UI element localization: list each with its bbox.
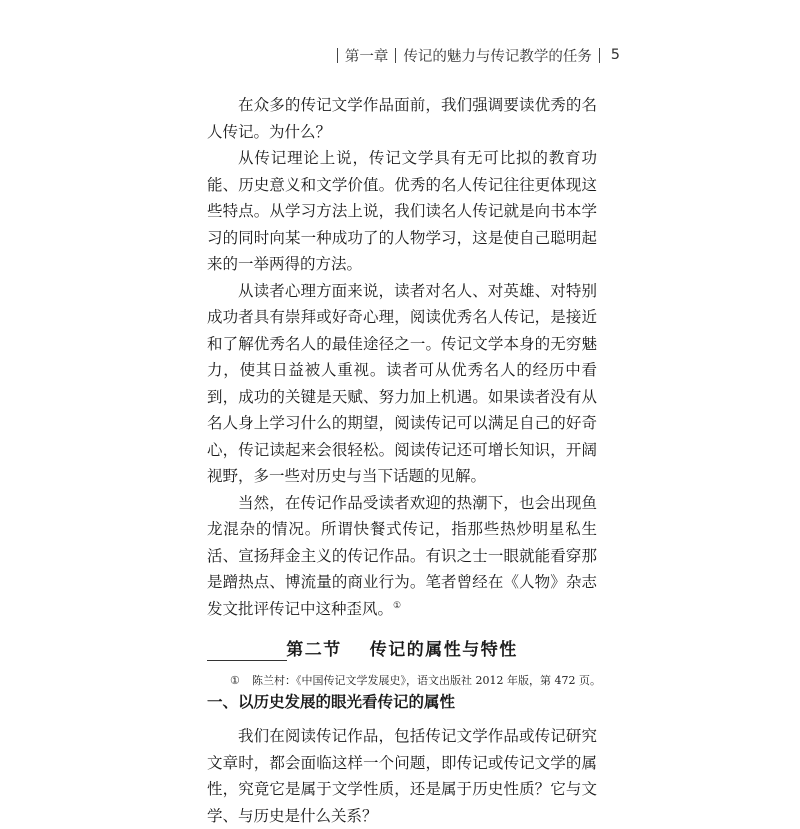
footnote-reference[interactable]: ①: [393, 600, 402, 611]
section-number: 第二节: [286, 640, 342, 660]
page-number: 5: [610, 47, 620, 63]
footnote: [230, 672, 600, 690]
main-text: [207, 92, 597, 829]
header-chapter: 第一章: [344, 48, 389, 65]
header-divider: [337, 48, 338, 63]
body-paragraph: 我们在阅读传记作品，包括传记文学作品或传记研究文章时，都会面临这样一个问题，即传记或传记文学的属性，究竟它是属于文学性质，还是属于历史性质？它与文学、与历史是什么关系？: [207, 727, 597, 825]
body-paragraph: 在众多的传记文学作品面前，我们强调要读优秀的名人传记。为什么？: [207, 96, 597, 141]
body-paragraph: 从读者心理方面来说，读者对名人、对英雄、对特别成功者具有崇拜或好奇心理，阅读优秀名人传记，是接近和了解优秀名人的最佳途径之一。传记文学本身的无穷魅力，使其日益被人重视。读者可从优秀名人的经历中看到，成功的关键是天赋、努力加上机遇。如果读者没有从名人身上学习什么的期望，阅读传记可以满足自己的好奇心，传记读起来会很轻松。阅读传记还可增长知识，开阔视野，多一些对历史与当下话题的见解。: [207, 281, 597, 485]
running-header: [330, 42, 620, 68]
paragraph-text: 当然，在传记作品受读者欢迎的热潮下，也会出现鱼龙混杂的情况。所谓快餐式传记，指那些热炒明星私生活、宣扬拜金主义的传记作品。有识之士一眼就能看穿那是蹭热点、博流量的商业行为。笔者曾经在《人物》杂志发文批评传记中这种歪风。: [207, 493, 597, 618]
footnote-divider: [207, 660, 287, 661]
section-heading: 传记的属性与特性: [369, 640, 518, 660]
footnote-text: 陈兰村：《中国传记文学发展史》，语文出版社 2012 年版，第 472 页。: [252, 674, 601, 687]
body-paragraph: 从传记理论上说，传记文学具有无可比拟的教育功能、历史意义和文学价值。优秀的名人传记往往更体现这些特点。从学习方法上说，我们读名人传记就是向书本学习的同时向某一种成功了的人物学习，这是使自己聪明起来的一举两得的方法。: [207, 149, 597, 273]
header-title: 传记的魅力与传记教学的任务: [403, 48, 592, 65]
footnote-mark: ①: [230, 674, 240, 687]
header-divider: [395, 48, 396, 63]
subsection-title: 一、以历史发展的眼光看传记的属性: [207, 693, 456, 711]
body-paragraph: [207, 490, 597, 623]
header-divider: [599, 48, 600, 63]
